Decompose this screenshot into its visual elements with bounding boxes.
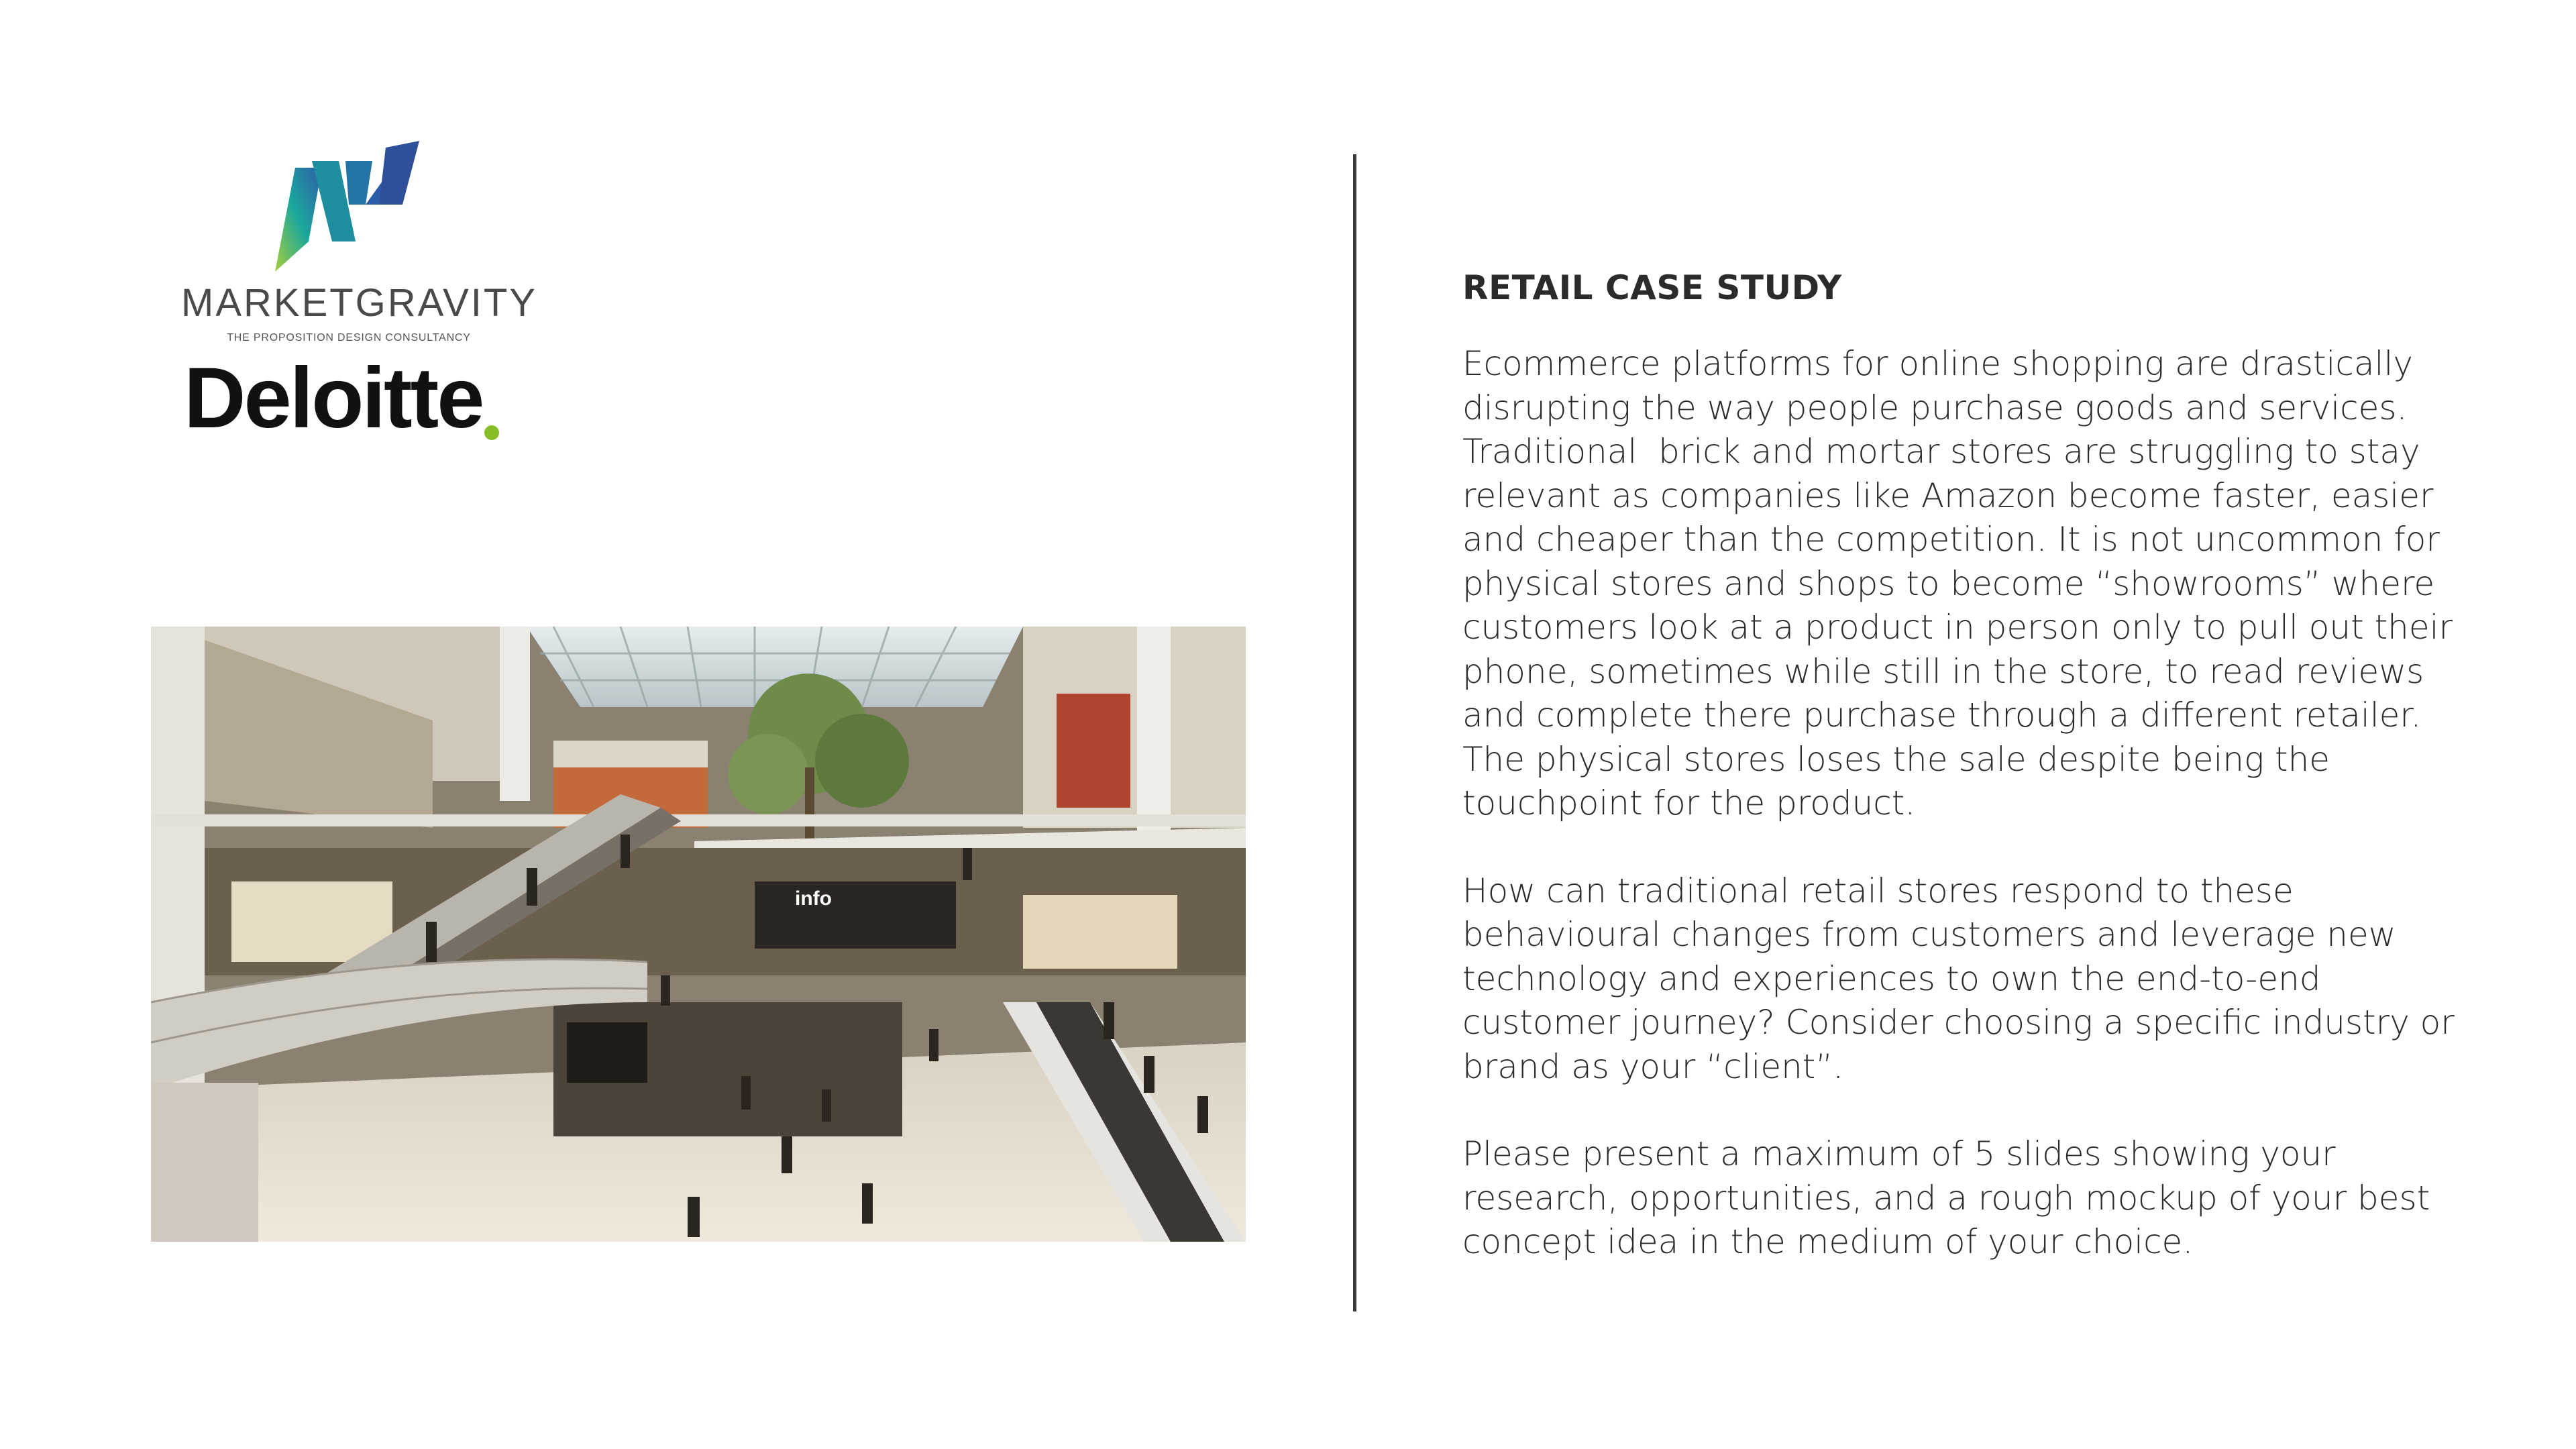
logo-group: [181, 141, 537, 449]
deloitte-wordmark: Deloitte: [184, 350, 483, 446]
text-line: customers look at a product in person only to pull out their: [1462, 608, 2453, 647]
text-line: brand as your “client”.: [1462, 1046, 1844, 1086]
deloitte-green-dot: [484, 425, 499, 440]
shopping-mall-photo: [151, 627, 1246, 1242]
info-sign-text: info: [795, 888, 832, 910]
market-gravity-tagline: THE PROPOSITION DESIGN CONSULTANCY: [227, 332, 471, 343]
text-line: Ecommerce platforms for online shopping are drastically: [1462, 344, 2413, 383]
text-line: relevant as companies like Amazon become faster, easier: [1462, 476, 2434, 515]
market-gravity-wordmark: MARKETGRAVITY: [181, 281, 537, 325]
text-line: concept idea in the medium of your choice.: [1462, 1222, 2194, 1261]
text-line: Please present a maximum of 5 slides showing your: [1462, 1134, 2336, 1173]
text-line: Traditional brick and mortar stores are struggling to stay: [1462, 432, 2420, 471]
text-line: touchpoint for the product.: [1462, 784, 1916, 822]
text-line: physical stores and shops to become “showrooms” where: [1462, 564, 2435, 603]
paragraph-instructions: [1462, 1132, 2469, 1265]
market-gravity-logo-mark: [272, 141, 426, 275]
text-line: customer journey? Consider choosing a specific industry or: [1462, 1003, 2455, 1042]
text-line: and cheaper than the competition. It is not uncommon for: [1462, 520, 2440, 559]
text-line: research, opportunities, and a rough mockup of your best: [1462, 1178, 2430, 1218]
text-line: technology and experiences to own the end-to-end: [1462, 959, 2321, 998]
text-line: and complete there purchase through a different retailer.: [1462, 696, 2422, 735]
text-line: disrupting the way people purchase goods and services.: [1462, 388, 2408, 427]
text-line: How can traditional retail stores respond to these: [1462, 871, 2294, 910]
paragraph-question: [1462, 869, 2469, 1089]
case-study-text: [1462, 268, 2469, 1308]
vertical-divider: [1353, 154, 1356, 1311]
case-study-title: RETAIL CASE STUDY: [1462, 268, 1842, 307]
text-line: The physical stores loses the sale despite being the: [1462, 739, 2330, 779]
paragraph-context: [1462, 342, 2469, 826]
text-line: phone, sometimes while still in the store, to read reviews: [1462, 651, 2424, 691]
text-line: behavioural changes from customers and leverage new: [1462, 915, 2396, 954]
